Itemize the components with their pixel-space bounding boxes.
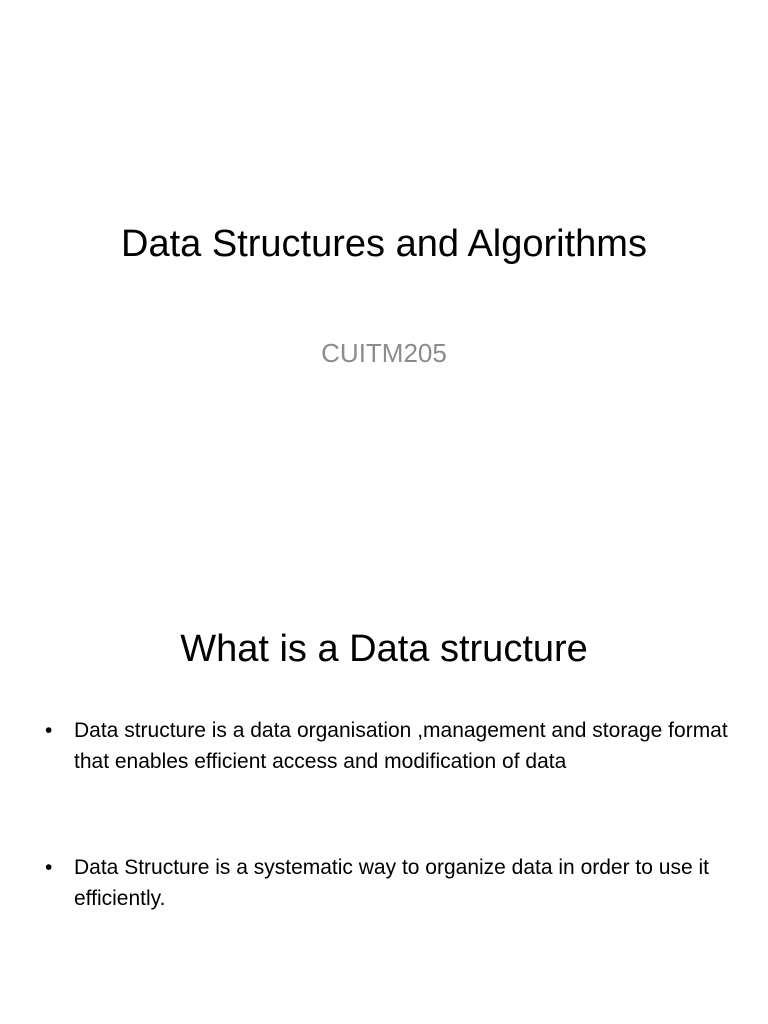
bullet-item — [0, 715, 768, 777]
slide-heading: What is a Data structure — [180, 628, 588, 670]
bullet-text: Data Structure is a systematic way to organize data in order to use it efficiently. — [74, 856, 709, 910]
bullet-list — [0, 715, 768, 914]
bullet-point-icon: • — [45, 719, 53, 742]
bullet-item — [0, 852, 768, 914]
slide-subtitle: CUITM205 — [321, 338, 447, 368]
bullet-point-icon: • — [45, 856, 53, 879]
slide-title: Data Structures and Algorithms — [121, 223, 647, 265]
content-slide — [0, 512, 768, 1024]
bullet-text: Data structure is a data organisation ,management and storage format that enables efficient access and modification of data — [74, 719, 728, 773]
